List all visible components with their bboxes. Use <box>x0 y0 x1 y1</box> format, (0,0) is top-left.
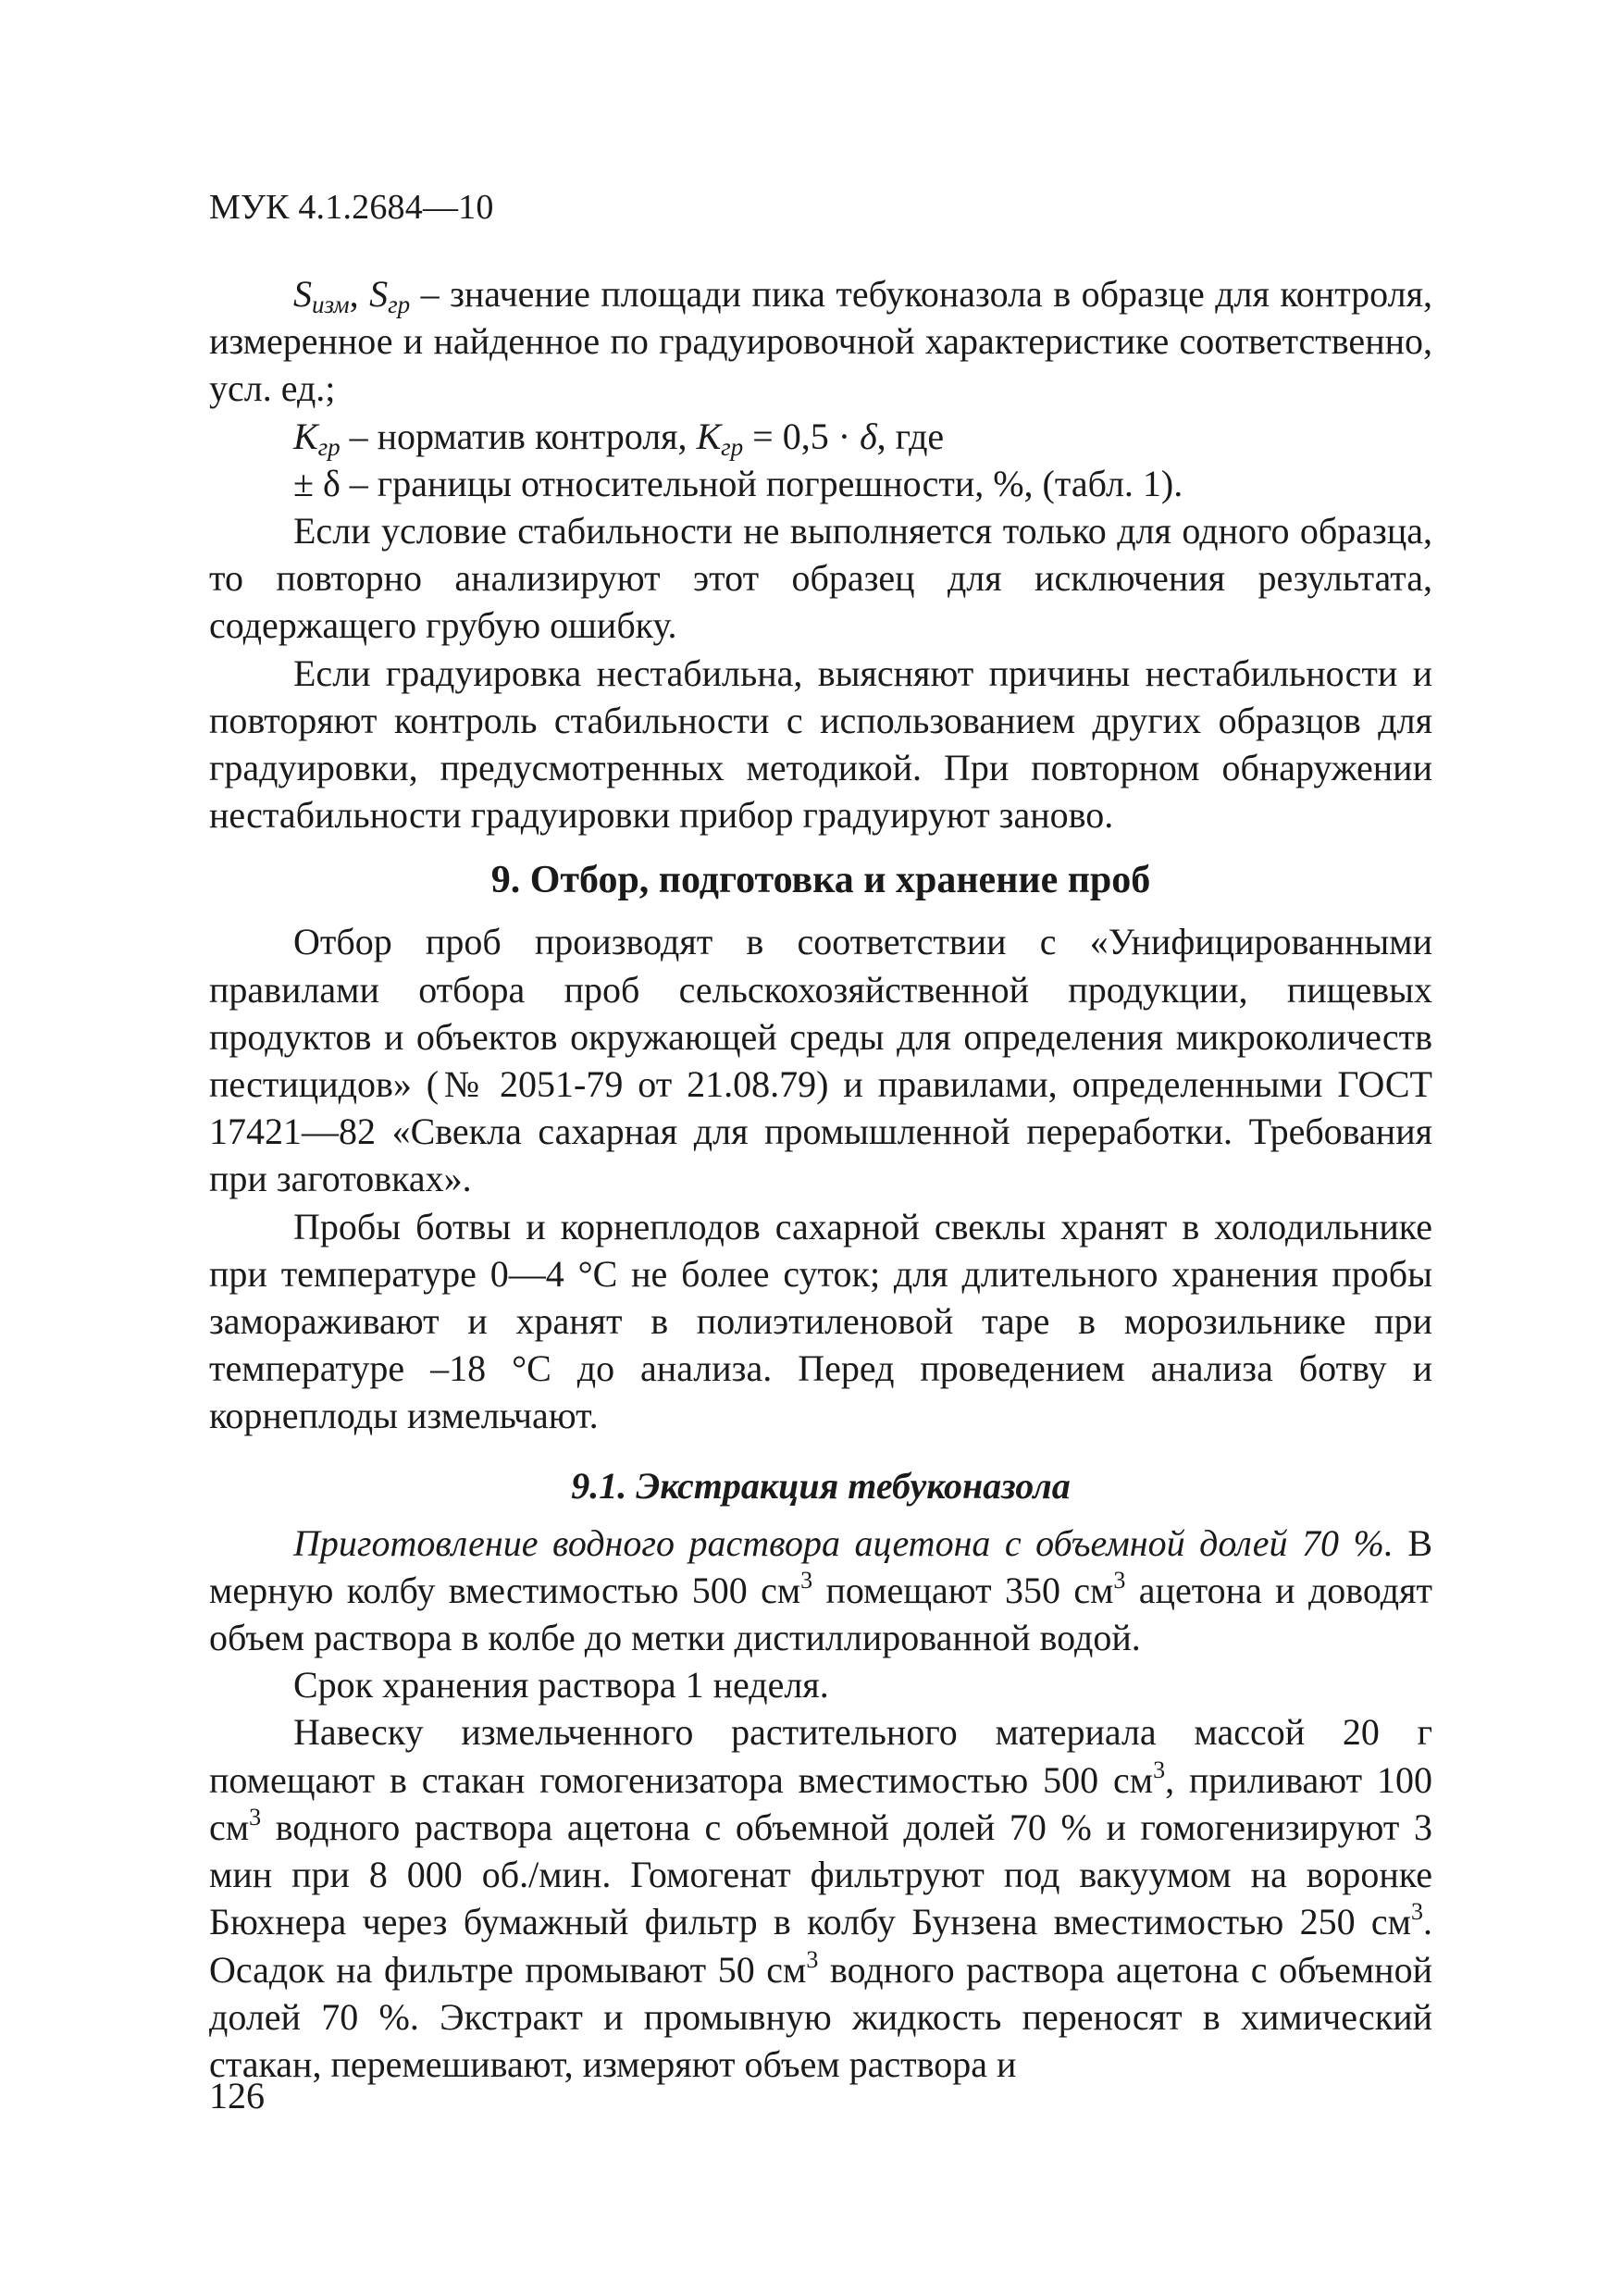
subscript-gr: гр <box>388 291 411 318</box>
k-definition-text-b: = 0,5 · <box>743 415 861 457</box>
k-definition-text-c: , где <box>876 415 945 457</box>
paragraph-sample-storage: Пробы ботвы и корнеплодов сахарной свеклы хранят в холодильнике при температуре 0—4 °С не более суток; для длительного хранения пробы замораживают и хранят в полиэтиленовой таре в морозильнике при температуре –18 °С до анализа. Перед проведением анализа ботву и корнеплоды измельчают. <box>209 1205 1432 1437</box>
paragraph-solution-shelf-life: Срок хранения раствора 1 неделя. <box>293 1664 829 1706</box>
superscript-cm3-a: 3 <box>800 1566 813 1594</box>
paragraph-delta-definition: ± δ – границы относительной погрешности, %, (табл. 1). <box>293 462 1183 504</box>
symbol-k-gr: К <box>293 415 318 457</box>
paragraph-s-definition <box>209 270 1432 413</box>
paragraph-k-definition <box>209 413 1432 460</box>
extraction-text-e: водного раствора ацетона с объемной долей 70 %. Экстракт и промывную жидкость переносят в химический стакан, перемешивают, измеряют объем раствора и <box>209 1948 1432 2085</box>
section-9-1-heading: 9.1. Экстракция тебуконазола <box>571 1464 1071 1507</box>
symbol-separator: , <box>349 273 370 315</box>
paragraph-stability-condition: Если условие стабильности не выполняется только для одного образца, то повторно анализируют этот образец для исключения результата, содержащего грубую ошибку. <box>209 510 1432 647</box>
page-body <box>209 270 1432 2088</box>
subscript-k-gr: гр <box>317 432 341 461</box>
superscript-cm3-f: 3 <box>806 1945 819 1973</box>
symbol-k-gr-2: К <box>696 415 722 457</box>
extraction-text-a: Навеску измельченного растительного материала массой 20 г помещают в стакан гомогенизатора вместимостью 500 см <box>209 1711 1432 1801</box>
superscript-cm3-b: 3 <box>1113 1566 1126 1594</box>
acetone-solution-text-a: В мерную колбу вместимостью 500 см <box>209 1521 1432 1611</box>
paragraph-sampling-rules: Отбор проб производят в соответствии с «Унифицированными правилами отбора проб сельскохозяйственной продукции, пищевых продуктов и объектов окружающей среды для определения микроколичеств пестицидов» (№ 2051-79 от 21.08.79) и правилами, определенными ГОСТ 17421—82 «Свекла сахарная для промышленной переработки. Требования при заготовках». <box>209 921 1432 1200</box>
subscript-k-gr-2: гр <box>721 432 744 461</box>
paragraph-acetone-solution <box>209 1520 1432 1662</box>
symbol-s-meas: S <box>293 273 312 315</box>
superscript-cm3-e: 3 <box>1411 1898 1423 1926</box>
paragraph-extraction-procedure <box>209 1708 1432 2088</box>
subscript-izm: изм <box>312 291 350 318</box>
extraction-text-d: . Осадок на фильтре промывают 50 см <box>209 1901 1432 1991</box>
running-head: МУК 4.1.2684—10 <box>209 188 494 227</box>
paragraph-unstable-calibration: Если градуировка нестабильна, выясняют причины нестабильности и повторяют контроль стабильности с использованием других образцов для градуировки, предусмотренных методикой. При повторном обнаружении нестабильности градуировки прибор градуируют заново. <box>209 652 1432 837</box>
symbol-delta: δ <box>860 415 877 457</box>
s-definition-text: – значение площади пика тебуконазола в образце для контроля, измеренное и найденное по градуировочной характеристике соответственно, усл. ед.; <box>209 273 1432 410</box>
k-definition-text-a: – норматив контроля, <box>340 415 697 457</box>
page-number: 126 <box>209 2075 265 2116</box>
acetone-solution-text-c: ацетона и доводят объем раствора в колбе до метки дистиллированной водой. <box>209 1569 1432 1659</box>
extraction-text-b: , приливают 100 см <box>209 1758 1432 1848</box>
superscript-cm3-c: 3 <box>1153 1756 1166 1783</box>
section-9-heading: 9. Отбор, подготовка и хранение проб <box>490 859 1151 902</box>
extraction-text-c: водного раствора ацетона с объемной долей 70 % и гомогенизируют 3 мин при 8 000 об./мин. Гомогенат фильтруют под вакуумом на воронке Бюхнера через бумажный фильтр в колбу Бунзена вместимостью 250 см <box>209 1806 1432 1943</box>
acetone-solution-lead: Приготовление водного раствора ацетона с объемной долей 70 %. <box>293 1521 1394 1564</box>
acetone-solution-text-b: помещают 350 см <box>812 1569 1114 1611</box>
superscript-cm3-d: 3 <box>249 1803 262 1831</box>
symbol-s-gr: S <box>369 273 389 315</box>
